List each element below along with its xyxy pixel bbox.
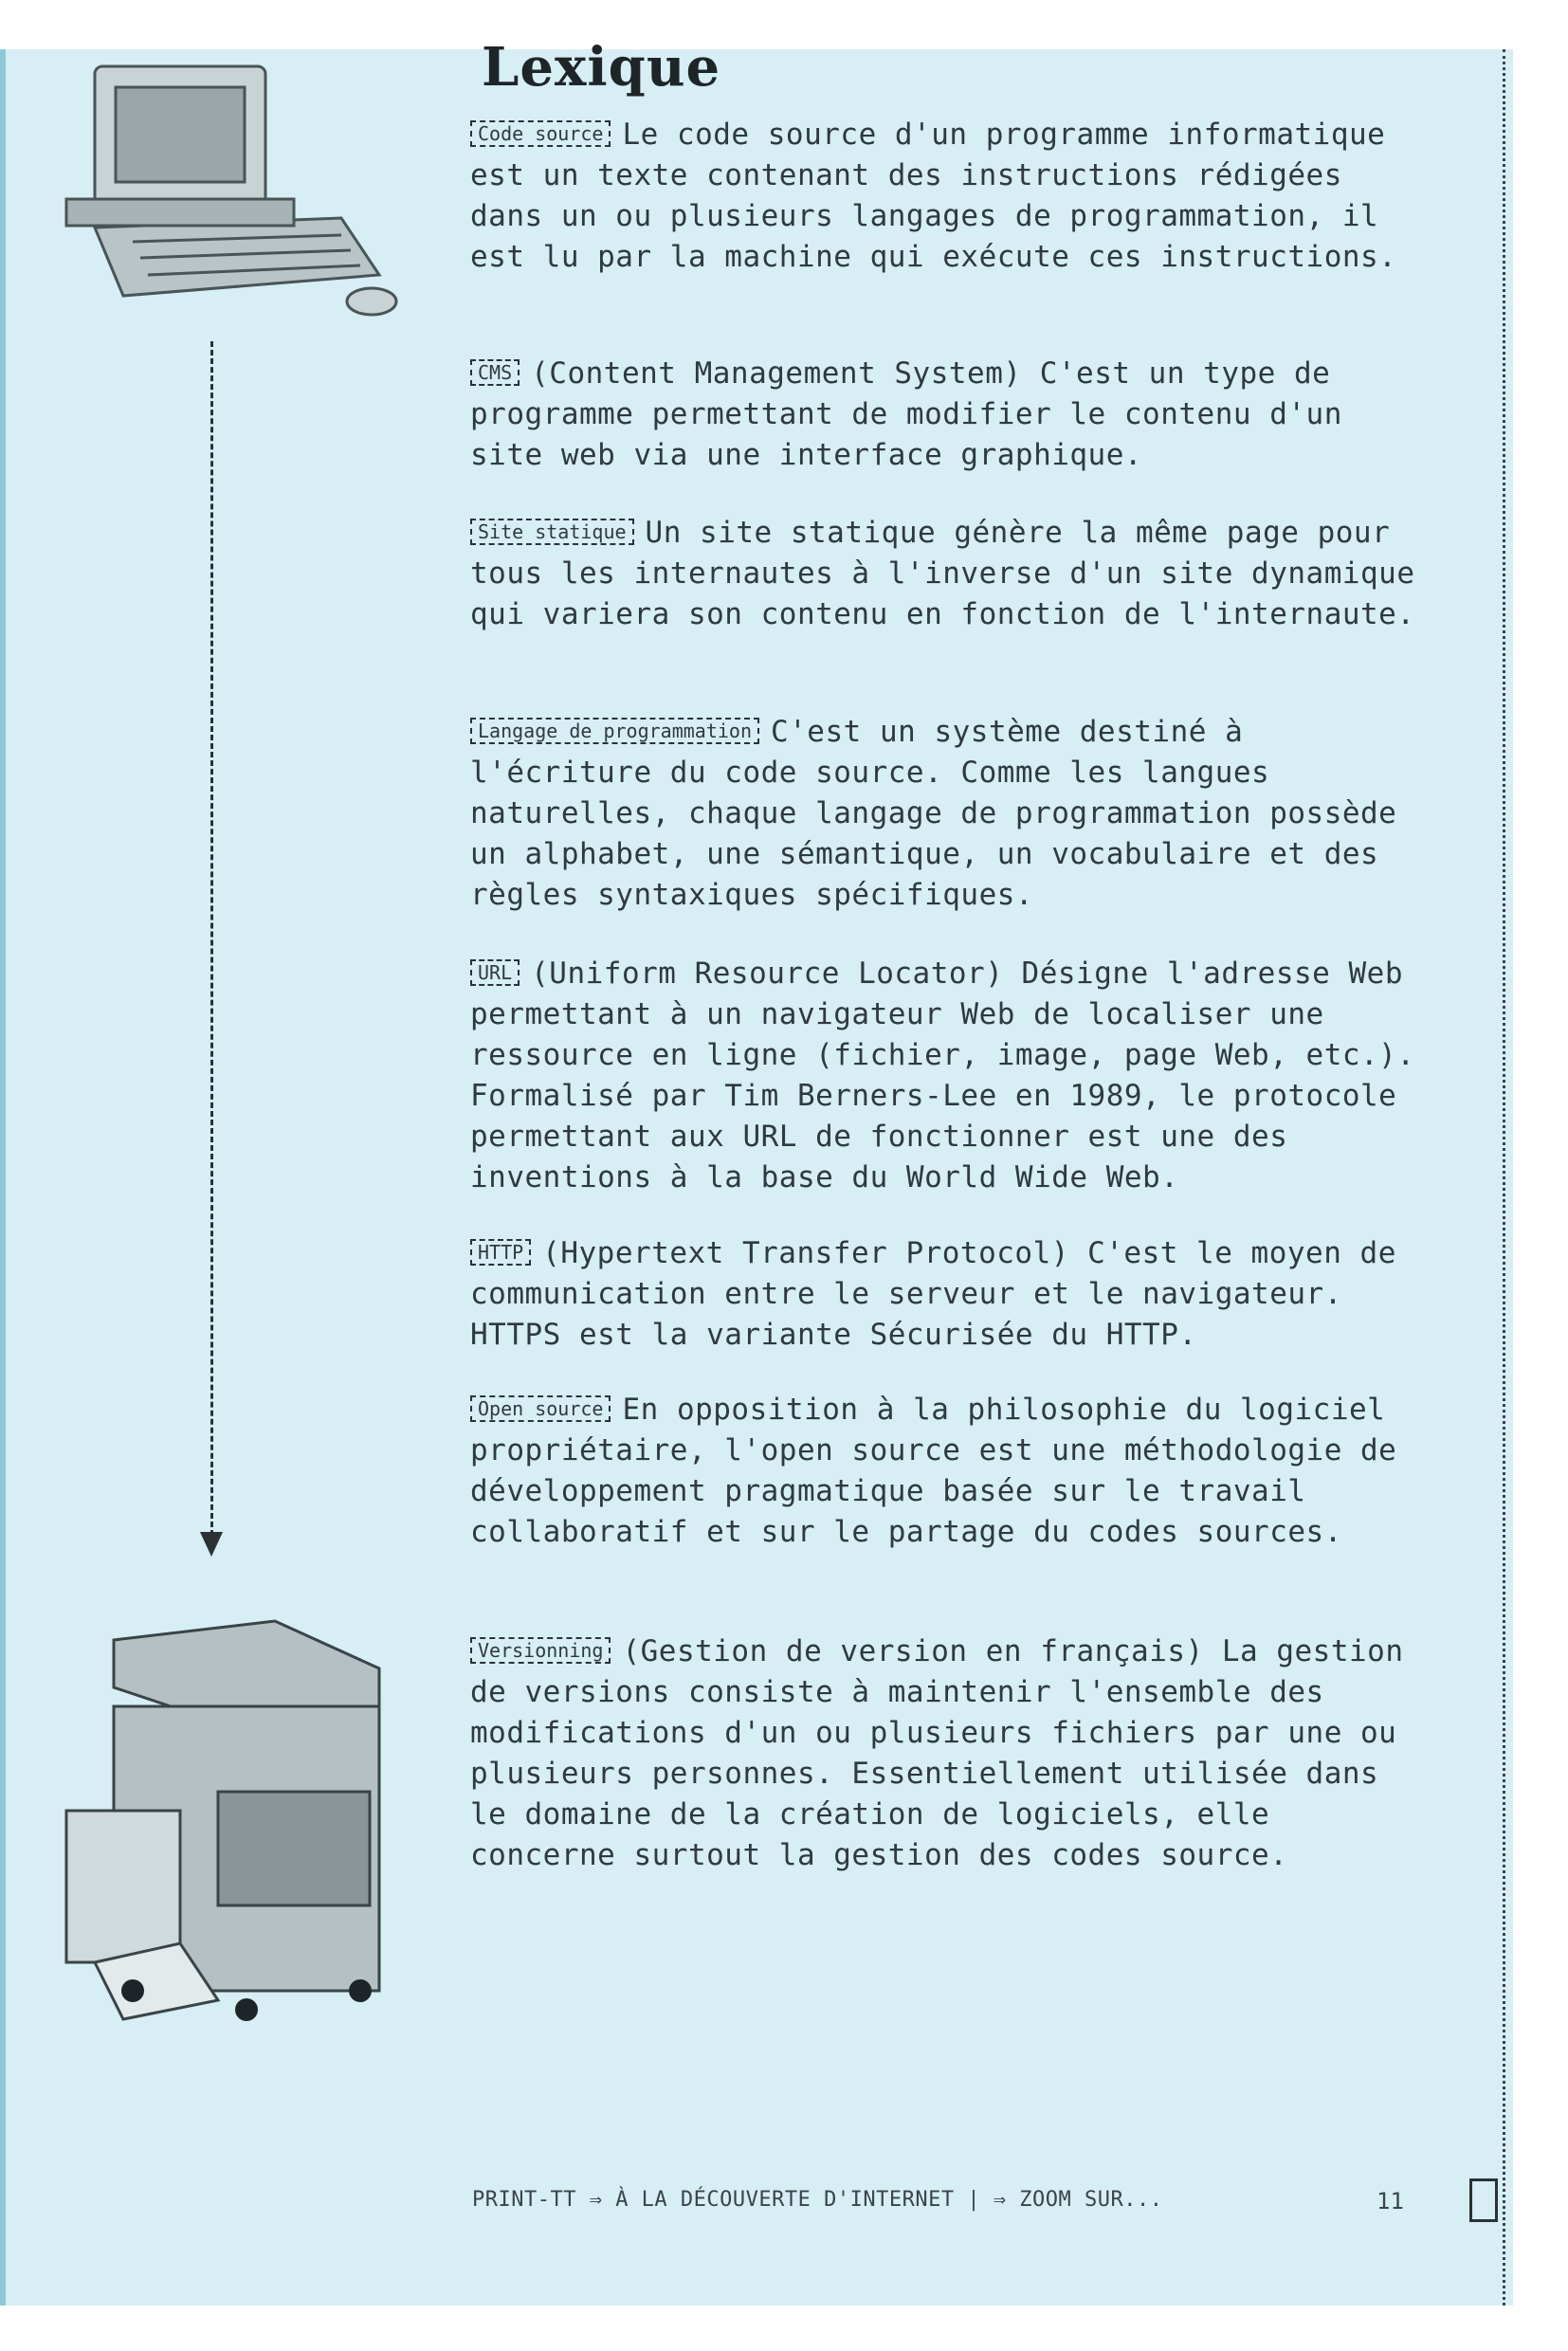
copier-front-panel [218, 1792, 370, 1905]
footer-running-title: PRINT-TT ⇒ À LA DÉCOUVERTE D'INTERNET | ⇒ ZOOM SUR... [472, 2188, 1163, 2212]
term-tag: Langage de programmation [470, 718, 759, 744]
lexicon-entry [470, 711, 1428, 916]
monitor-shape [95, 66, 265, 209]
keyboard-shape [95, 218, 379, 296]
lexicon-entry [470, 1389, 1428, 1553]
definition: C'est un système destiné à l'écriture du code source. Comme les langues naturelles, chaque langage de programmation possède un alphabet, une sémantique, un vocabulaire et des règles syntaxiques spécifiques. [470, 715, 1397, 912]
definition: En opposition à la philosophie du logiciel propriétaire, l'open source est une méthodologie de développement pragmatique basée sur le travail collaboratif et sur le partage du codes sources. [470, 1393, 1397, 1549]
definition: (Gestion de version en français) La gestion de versions consiste à maintenir l'ensemble des modifications d'un ou plusieurs fichiers par une ou plusieurs personnes. Essentiellement utilisée dans le domaine de la création de logiciels, elle concerne surtout la gestion des codes source. [470, 1634, 1404, 1872]
wheel [121, 1979, 144, 2002]
wheel [235, 1998, 258, 2021]
definition: (Uniform Resource Locator) Désigne l'adresse Web permettant à un navigateur Web de localiser une ressource en ligne (fichier, image, page Web, etc.). Formalisé par Tim Berners-Lee en 1989, le protocole permettant aux URL de fonctionner est une des inventions à la base du World Wide Web. [470, 957, 1415, 1194]
page-edge-dotted-line [1500, 49, 1505, 2305]
page-title: Lexique [482, 36, 721, 99]
term-tag: Versionning [470, 1637, 611, 1664]
wheel [349, 1979, 372, 2002]
definition: (Hypertext Transfer Protocol) C'est le moyen de communication entre le serveur et le navigateur. HTTPS est la variante Sécurisée du HTTP. [470, 1236, 1396, 1352]
lexicon-entry [470, 353, 1428, 476]
lexicon-entry [470, 1631, 1428, 1876]
definition: Le code source d'un programme informatique est un texte contenant des instructions rédigées dans un ou plusieurs langages de programmation, il est lu par la machine qui exécute ces instructions. [470, 118, 1397, 274]
term-tag: Site statique [470, 519, 634, 545]
copier-lid [114, 1621, 379, 1716]
lexicon-entry [470, 953, 1428, 1198]
copier-side-tray [66, 1811, 180, 1962]
copier-illustration [57, 1602, 398, 2038]
term-tag: CMS [470, 359, 520, 386]
lexicon-entry [470, 512, 1428, 635]
term-tag: Code source [470, 120, 611, 147]
term-tag: HTTP [470, 1239, 531, 1266]
lexicon-entry [470, 114, 1428, 278]
definition: (Content Management System) C'est un type de programme permettant de modifier le contenu d'un site web via une interface graphique. [470, 356, 1342, 472]
page-number: 11 [1377, 2188, 1404, 2214]
arrow-line [210, 341, 213, 1536]
term-tag: Open source [470, 1395, 611, 1422]
term-tag: URL [470, 959, 520, 986]
page-corner-mark [1469, 2178, 1498, 2222]
arrow-down-icon [200, 1532, 223, 1557]
definition: Un site statique génère la même page pour tous les internautes à l'inverse d'un site dynamique qui variera son contenu en fonction de l'internaute. [470, 516, 1415, 631]
computer-illustration [57, 47, 417, 322]
base-shape [66, 199, 294, 226]
lexicon-entry [470, 1232, 1428, 1356]
mouse-shape [347, 288, 396, 315]
